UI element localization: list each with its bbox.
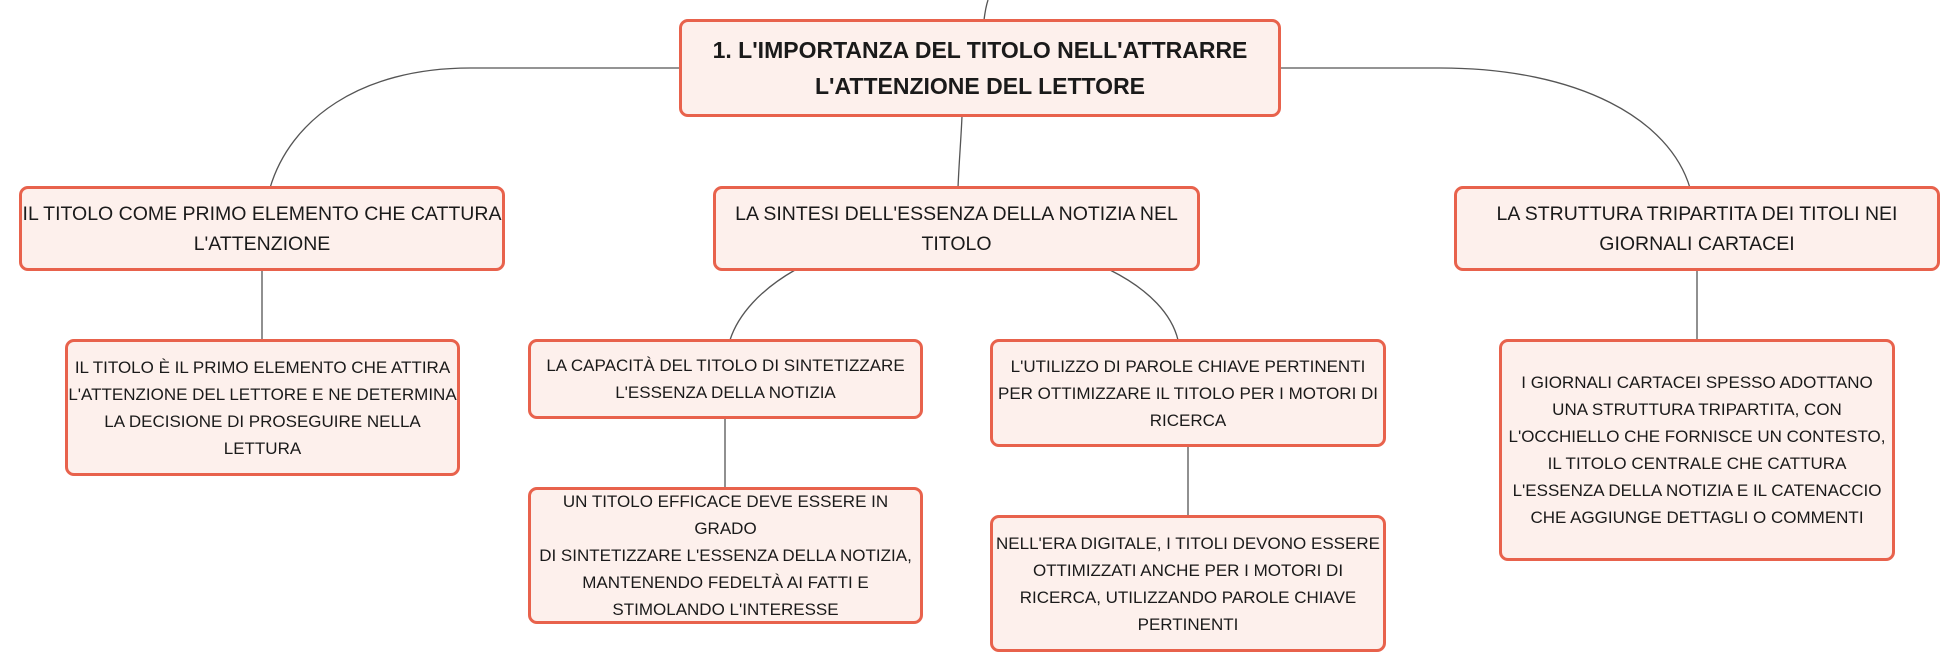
leaf-node-print-newspapers[interactable] xyxy=(1499,339,1895,561)
branch-node-synthesis[interactable] xyxy=(713,186,1200,271)
leaf-node-first-element-detail[interactable] xyxy=(65,339,460,476)
central-topic-label: 1. L'IMPORTANZA DEL TITOLO NELL'ATTRARRE L'ATTENZIONE DEL LETTORE xyxy=(712,37,1248,99)
subtopic-label-synthesis-capacity: LA CAPACITÀ DEL TITOLO DI SINTETIZZARE L'ESSENZA DELLA NOTIZIA xyxy=(546,356,905,402)
branch-label-first-element: IL TITOLO COME PRIMO ELEMENTO CHE CATTURA L'ATTENZIONE xyxy=(22,202,502,255)
connector-branch-2-to-keyword-capacity xyxy=(730,270,795,340)
connector-root-to-branch-2 xyxy=(958,116,962,188)
leaf-label-effective-title: UN TITOLO EFFICACE DEVE ESSERE IN GRADO DI SINTETIZZARE L'ESSENZA DELLA NOTIZIA, MANTENENDO FEDELTÀ AI FATTI E STIMOLANDO L'INTERESSE xyxy=(539,492,912,619)
leaf-node-effective-title[interactable] xyxy=(528,487,923,624)
leaf-label-print-newspapers: I GIORNALI CARTACEI SPESSO ADOTTANO UNA STRUTTURA TRIPARTITA, CON L'OCCHIELLO CHE FORNISCE UN CONTESTO, IL TITOLO CENTRALE CHE CATTURA L'ESSENZA DELLA NOTIZIA E IL CATENACCIO CHE AGGIUNGE DETTAGLI O COMMENTI xyxy=(1508,373,1886,527)
subtopic-node-synthesis-capacity[interactable] xyxy=(528,339,923,419)
branch-label-synthesis: LA SINTESI DELL'ESSENZA DELLA NOTIZIA NEL TITOLO xyxy=(735,202,1178,255)
leaf-node-digital-era[interactable] xyxy=(990,515,1386,652)
subtopic-label-keywords-seo: L'UTILIZZO DI PAROLE CHIAVE PERTINENTI PER OTTIMIZZARE IL TITOLO PER I MOTORI DI RICERCA xyxy=(997,356,1379,430)
central-topic-node[interactable] xyxy=(679,19,1281,117)
connector-root-to-branch-3 xyxy=(1278,68,1690,188)
branch-label-tripartite-structure: LA STRUTTURA TRIPARTITA DEI TITOLI NEI GIORNALI CARTACEI xyxy=(1496,202,1898,255)
leaf-label-first-element-detail: IL TITOLO È IL PRIMO ELEMENTO CHE ATTIRA L'ATTENZIONE DEL LETTORE E NE DETERMINA LA DECISIONE DI PROSEGUIRE NELLA LETTURA xyxy=(68,357,457,458)
connector-root-to-parent xyxy=(984,0,988,20)
branch-node-first-element[interactable] xyxy=(19,186,505,271)
leaf-label-digital-era: NELL'ERA DIGITALE, I TITOLI DEVONO ESSERE OTTIMIZZATI ANCHE PER I MOTORI DI RICERCA, UTILIZZANDO PAROLE CHIAVE PERTINENTI xyxy=(996,533,1380,634)
connector-root-to-branch-1 xyxy=(270,68,680,188)
branch-node-tripartite-structure[interactable] xyxy=(1454,186,1940,271)
subtopic-node-keywords-seo[interactable] xyxy=(990,339,1386,447)
connector-branch-2-to-keyword-seo xyxy=(1110,270,1178,340)
